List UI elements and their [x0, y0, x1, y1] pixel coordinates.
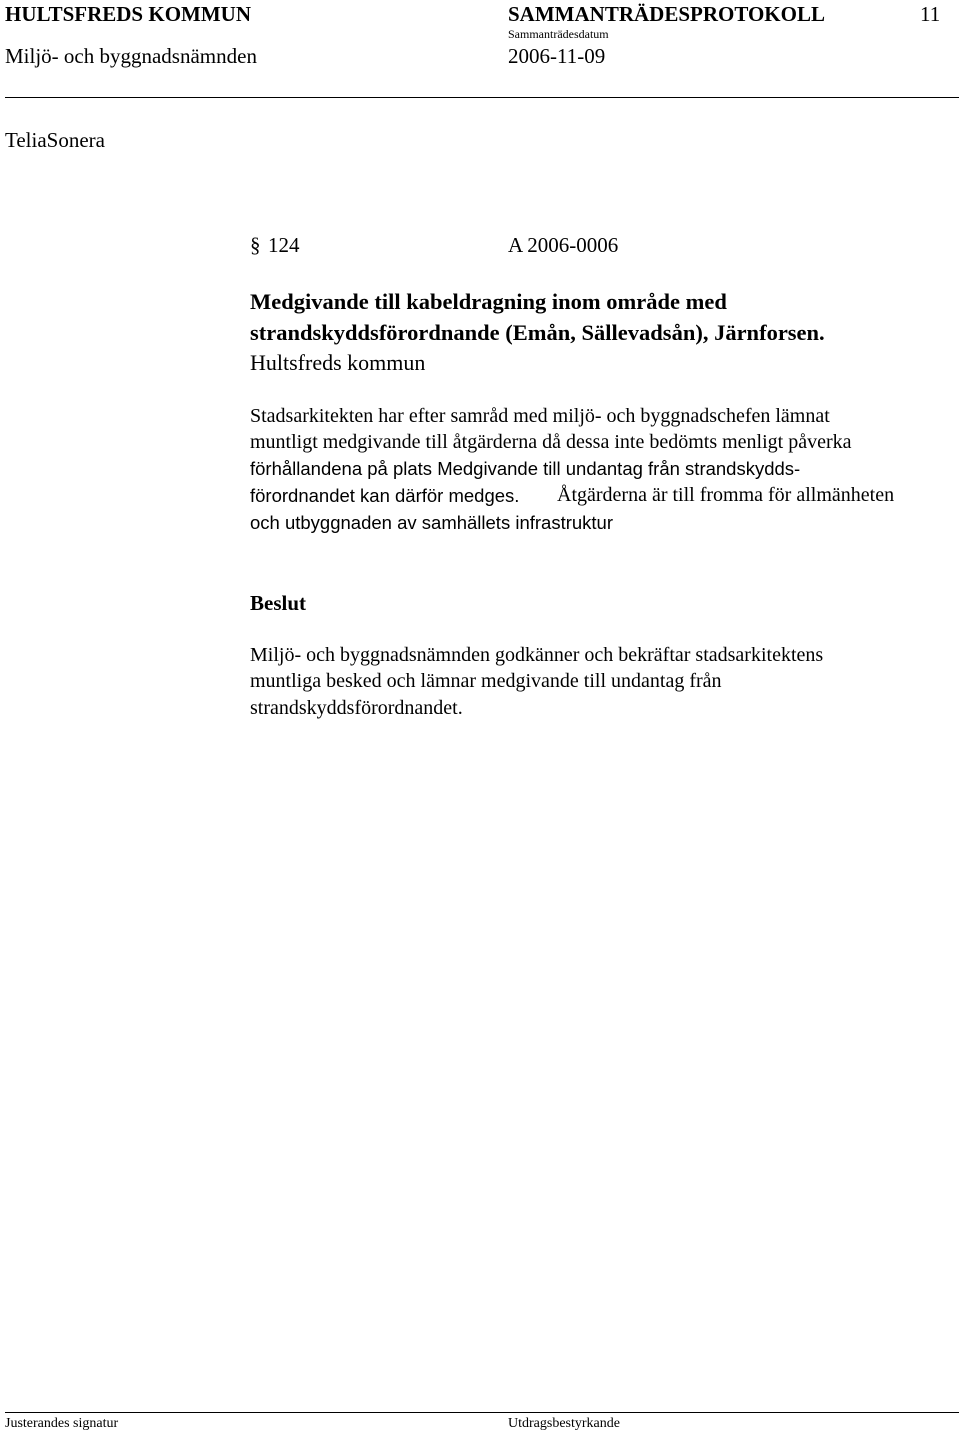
body-line: Stadsarkitekten har efter samråd med miljö- och byggnadschefen lämnat [250, 405, 830, 427]
body-line: muntligt medgivande till åtgärderna då dessa inte bedömts menligt påverka [250, 431, 852, 453]
decision-line: strandskyddsförordnandet. [250, 697, 463, 719]
body-line: Åtgärderna är till fromma för allmänheten [557, 484, 895, 506]
body-line: förordnandet kan därför medges. [250, 485, 520, 506]
committee-name: Miljö- och byggnadsnämnden [5, 44, 257, 68]
paragraph-symbol: § [250, 233, 261, 257]
protocol-title: SAMMANTRÄDESPROTOKOLL [508, 2, 825, 26]
body-line: och utbyggnaden av samhällets infrastruktur [250, 512, 614, 533]
case-reference: A 2006-0006 [508, 233, 619, 257]
decision-heading: Beslut [250, 591, 307, 615]
body-line: förhållandena på plats Medgivande till undantag från strandskydds- [250, 458, 801, 479]
signature-label: Justerandes signatur [5, 1416, 119, 1431]
decision-line: muntliga besked och lämnar medgivande till undantag från [250, 670, 722, 692]
applicant-name: TeliaSonera [5, 128, 105, 152]
certification-label: Utdragsbestyrkande [508, 1416, 620, 1431]
date-label: Sammanträdesdatum [508, 27, 609, 41]
decision-line: Miljö- och byggnadsnämnden godkänner och bekräftar stadsarkitektens [250, 644, 824, 666]
footer-divider [5, 1412, 959, 1413]
case-title-line: Medgivande till kabeldragning inom område med [250, 289, 727, 314]
paragraph-number: 124 [268, 233, 300, 257]
case-subtitle: Hultsfreds kommun [250, 350, 426, 375]
header-divider [5, 97, 959, 98]
municipality-name: HULTSFREDS KOMMUN [5, 2, 252, 26]
meeting-date: 2006-11-09 [508, 44, 606, 68]
page-number: 11 [920, 2, 941, 26]
case-title-line: strandskyddsförordnande (Emån, Sällevadsån), Järnforsen. [250, 320, 825, 345]
